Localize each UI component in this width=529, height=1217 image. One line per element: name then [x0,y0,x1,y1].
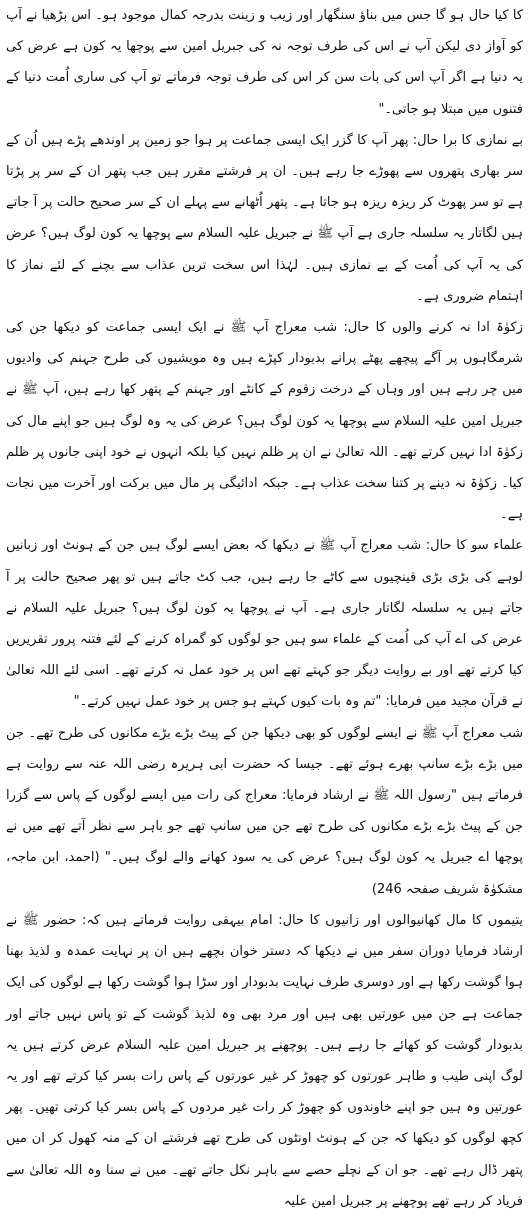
paragraph-text: شب معراج آپ ﷺ نے ایسے لوگوں کو بھی دیکھا جن کے پیٹ بڑے بڑے مکانوں کی طرح تھے۔ جن میں بڑے بڑے سانپ بھرے ہوئے تھے۔ جیسا کہ حضرت ابی ہریرہ رضی اللہ عنہ سے روایت ہے فرماتے ہیں "رسول اللہ ﷺ نے ارشاد فرمایا: معراج کی رات میں ایسے لوگوں کے پاس سے گزرا جن کے پیٹ بڑے بڑے مکانوں کی طرح تھے جن میں سانپ تھے جو باہر سے نظر آتے تھے میں نے پوچھا اے جبریل یہ کون لوگ ہیں؟ عرض کی یہ سود کھانے والے لوگ ہیں۔" (احمد، ابن ماجہ، مشکوٰۃ شریف صفحہ 246) [6,725,523,897]
paragraph-sood [6,718,523,905]
paragraph-text: یتیموں کا مال کھانیوالوں اور زانیوں کا حال: امام بیہقی روایت فرماتے ہیں کہ: حضور ﷺ نے ارشاد فرمایا دوران سفر میں نے دیکھا کہ دستر خوان بچھے ہیں ان پر نہایت عمدہ و لذیذ بھنا ہوا گوشت رکھا ہے اور دوسری طرف نہایت بدبودار اور سڑا ہوا گوشت رکھا ہے لوگوں کی ایک جماعت ہے جن میں عورتیں بھی ہیں اور مرد بھی وہ لذیذ گوشت کے تو پاس نہیں جاتے اور بدبودار گوشت کو کھائے جا رہے ہیں۔ پوچھنے پر جبریل امین علیہ السلام عرض کرتے ہیں یہ لوگ اپنی طیب و طاہر عورتوں کو چھوڑ کر غیر عورتوں کے پاس رات بسر کیا کرتے تھے اور یہ عورتیں وہ ہیں جو اپنے خاوندوں کو چھوڑ کر رات غیر مردوں کے پاس بسر کیا کرتی تھیں۔ پھر کچھ لوگوں کو دیکھا کہ جن کے ہونٹ اونٹوں کی طرح تھے فرشتے ان کے منہ کھول کر ان میں پتھر ڈال رہے تھے۔ جو ان کے نچلے حصے سے باہر نکل جاتے تھے۔ میں نے سنا وہ اللہ تعالیٰ سے فریاد کر رہے تھے پوچھنے پر جبریل امین علیہ [6,912,523,1209]
paragraph-bay-namazi [6,125,523,312]
paragraph-text: علماء سو کا حال: شب معراج آپ ﷺ نے دیکھا کہ بعض ایسے لوگ ہیں جن کے ہونٹ اور زبانیں لوہے کی بڑی بڑی قینچیوں سے کاٹے جا رہے ہیں، جب کٹ جاتے ہیں تو پھر صحیح حالت پر آ جاتے ہیں یہ سلسلہ لگاتار جاری ہے۔ آپ نے پوچھا یہ کون لوگ ہیں؟ جبریل علیہ السلام نے عرض کی اے آپ کی اُمت کے علماء سو ہیں جو لوگوں کو گمراہ کرنے کے لئے فتنہ پرور تقریریں کیا کرتے تھے اور بے روایت دیگر جو کہتے تھے اس پر خود عمل نہ کرتے تھے۔ اسی لئے اللہ تعالیٰ نے قرآن مجید میں فرمایا: "تم وہ بات کیوں کہتے ہو جس پر خود عمل نہیں کرتے۔" [6,538,523,710]
paragraph-text: کا کیا حال ہو گا جس میں بناؤ سنگھار اور زیب و زینت بدرجہ کمال موجود ہو۔ اس بڑھیا نے آپ کو آواز دی لیکن آپ نے اس کی طرف توجہ نہ کی جبریل امین سے پوچھا یہ کون ہے عرض کی یہ دنیا ہے اگر آپ اس کی بات سن کر اس کی طرف توجہ فرماتے تو آپ کی ساری اُمت دنیا کے فتنوں میں مبتلا ہو جاتی۔" [6,8,523,117]
paragraph-yateem-zani [6,905,523,1217]
paragraph-zakat [6,312,523,530]
paragraph-text: زکوٰۃ ادا نہ کرنے والوں کا حال: شب معراج آپ ﷺ نے ایک ایسی جماعت کو دیکھا جن کی شرمگاہوں پر آگے پیچھے پھٹے پرانے بدبودار کپڑے ہیں وہ مویشیوں کی طرح جہنم کی وادیوں میں چر رہے ہیں اور وہاں کے درخت زقوم کے کانٹے اور جہنم کے پتھر کھا رہے ہیں، آپ ﷺ نے جبریل امین علیہ السلام سے پوچھا یہ کون لوگ ہیں؟ عرض کی یہ وہ لوگ ہیں جو اپنے مال کی زکوٰۃ ادا نہیں کرتے تھے۔ اللہ تعالیٰ نے ان پر ظلم نہیں کیا بلکہ انہوں نے خود اپنی جانوں پر ظلم کیا۔ زکوٰۃ نہ دینے پر کتنا سخت عذاب ہے۔ جبکہ ادائیگی پر مال میں برکت اور آخرت میں نجات ہے۔ [6,320,523,523]
paragraph-intro [6,0,523,125]
paragraph-ulama-su [6,530,523,717]
paragraph-text: بے نمازی کا برا حال: پھر آپ کا گزر ایک ایسی جماعت پر ہوا جو زمین پر اوندھے پڑے ہیں اُن کے سر بھاری پتھروں سے پھوڑے جا رہے ہیں۔ ان پر فرشتے مقرر ہیں جب پتھر ان کے سر پر پڑتا ہے تو سر پھوٹ کر ریزہ ریزہ ہو جاتا ہے۔ پتھر اُٹھانے سے پہلے ان کے سر صحیح حالت پر آ جاتے ہیں لگاتار یہ سلسلہ جاری ہے آپ ﷺ نے جبریل علیہ السلام سے پوچھا یہ کون لوگ ہیں؟ عرض کی یہ آپ کی اُمت کے بے نمازی ہیں۔ لہٰذا اس سخت ترین عذاب سے بچنے کے لئے نماز کا اہتمام ضروری ہے۔ [6,132,523,304]
